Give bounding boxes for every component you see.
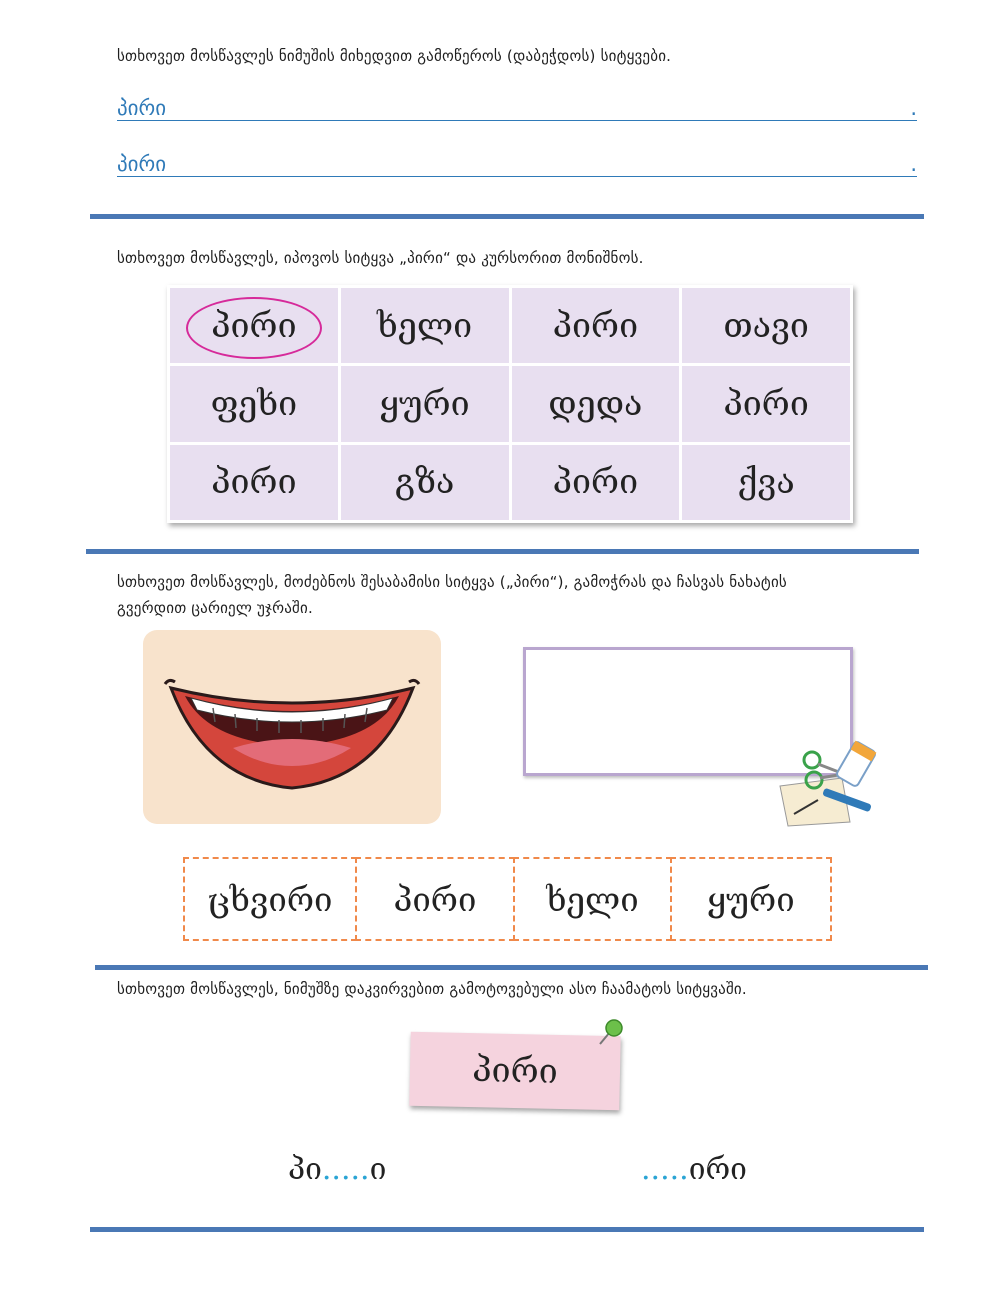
sample-word: პირი	[117, 96, 167, 120]
grid-word: ხელი	[377, 305, 473, 346]
writing-line-1[interactable]	[117, 94, 917, 121]
grid-cell[interactable]	[512, 288, 680, 363]
word-grid	[167, 285, 853, 523]
fill-in-word-2[interactable]	[641, 1152, 747, 1187]
instruction-copy-words: სთხოვეთ მოსწავლეს ნიმუშის მიხედვით გამოწეროს (დაბეჭდოს) სიტყვები.	[117, 47, 672, 65]
grid-cell[interactable]	[512, 366, 680, 441]
fill-in-word-1[interactable]	[288, 1152, 386, 1187]
writing-line-2[interactable]	[117, 150, 917, 177]
mouth-picture	[143, 630, 441, 824]
grid-cell[interactable]	[512, 445, 680, 520]
blank-dots: .....	[641, 1152, 689, 1187]
lips-illustration	[143, 630, 441, 824]
grid-word: პირი	[211, 305, 297, 346]
word-part: პი	[288, 1152, 322, 1187]
section-divider	[95, 965, 928, 970]
sample-sticky-note	[409, 1032, 621, 1110]
grid-word: ყური	[379, 383, 470, 424]
grid-word: ქვა	[737, 462, 795, 503]
grid-word: პირი	[723, 383, 809, 424]
cutout-label: ხელი	[546, 879, 639, 919]
word-part: ირი	[688, 1152, 747, 1187]
cutout-label: პირი	[393, 879, 477, 919]
blank-dots: .....	[321, 1152, 370, 1187]
sample-word: პირი	[117, 152, 167, 176]
cutout-label: ყური	[707, 879, 795, 919]
grid-word: პირი	[552, 305, 639, 346]
grid-word: პირი	[211, 462, 297, 503]
grid-word: დედა	[548, 383, 643, 424]
cutout-word-mouth[interactable]	[355, 857, 515, 941]
grid-cell[interactable]	[170, 366, 338, 441]
grid-word: თავი	[723, 305, 809, 346]
grid-cell[interactable]	[170, 288, 338, 363]
instruction-missing-letter: სთხოვეთ მოსწავლეს, ნიმუშზე დაკვირვებით გამოტოვებული ასო ჩაამატოს სიტყვაში.	[117, 980, 747, 998]
grid-cell[interactable]	[682, 366, 850, 441]
cutout-label: ცხვირი	[207, 879, 333, 919]
grid-cell[interactable]	[682, 445, 850, 520]
grid-cell[interactable]	[341, 288, 509, 363]
cutout-word-nose[interactable]	[183, 857, 357, 941]
instruction-cut-paste-line2: გვერდით ცარიელ უჯრაში.	[117, 599, 313, 617]
instruction-cut-paste-line1: სთხოვეთ მოსწავლეს, მოძებნოს შესაბამისი სიტყვა („პირი“), გამოჭრას და ჩასვას ნახატის	[117, 573, 787, 591]
cutout-word-hand[interactable]	[513, 857, 672, 941]
word-part: ი	[369, 1152, 387, 1187]
section-divider	[90, 214, 924, 219]
line-end-dot: .	[910, 96, 917, 120]
grid-cell[interactable]	[682, 288, 850, 363]
instruction-find-word: სთხოვეთ მოსწავლეს, იპოვოს სიტყვა „პირი“ და კურსორით მონიშნოს.	[117, 249, 644, 267]
section-divider	[86, 549, 919, 554]
grid-word: ფეხი	[210, 383, 298, 424]
line-end-dot: .	[910, 152, 917, 176]
sample-word: პირი	[471, 1050, 559, 1092]
grid-cell[interactable]	[170, 445, 338, 520]
grid-cell[interactable]	[341, 445, 509, 520]
word-cutouts	[183, 857, 830, 941]
scissors-glue-icon	[774, 738, 890, 828]
grid-cell[interactable]	[341, 366, 509, 441]
highlight-circle	[186, 297, 322, 359]
cutout-word-ear[interactable]	[670, 857, 832, 941]
pushpin-icon	[592, 1016, 626, 1050]
section-divider	[90, 1227, 924, 1232]
grid-word: გზა	[394, 462, 455, 503]
grid-word: პირი	[552, 462, 639, 503]
